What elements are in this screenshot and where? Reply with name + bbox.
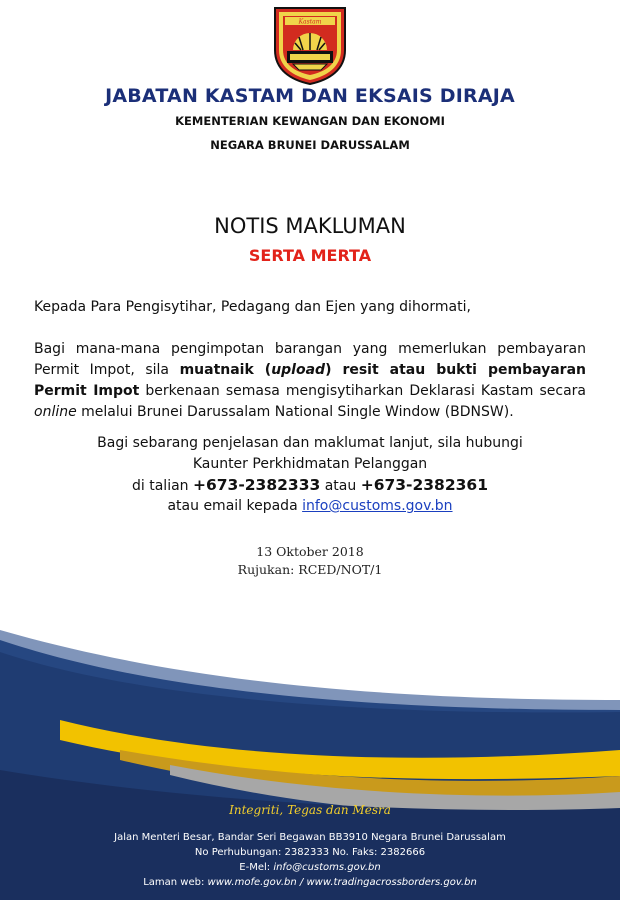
organization-name: JABATAN KASTAM DAN EKSAIS DIRAJA [105,85,515,107]
para-bold-text: ) resit atau bukti pembayaran [325,362,586,378]
footer-email-label: E-Mel: [239,862,274,873]
notice-reference: Rujukan: RCED/NOT/1 [237,562,383,577]
paragraph-line-2 [34,360,586,381]
email-prefix: atau email kepada [167,498,303,514]
footer-email-line [0,860,620,875]
paragraph-line-3 [34,381,586,402]
date-block [0,543,620,579]
phone-prefix: di talian [132,478,193,494]
footer-web[interactable]: www.mofe.gov.bn / www.tradingacrossborders.gov.bn [207,877,477,888]
footer-address: Jalan Menteri Besar, Bandar Seri Begawan BB3910 Negara Brunei Darussalam [114,832,506,843]
logo-banner-text: Kastam [298,18,322,26]
para-text: berkenaan semasa mengisytiharkan Deklarasi Kastam secara [139,383,586,399]
footer-phone: No Perhubungan: 2382333 No. Faks: 2382666 [194,847,426,858]
notice-date: 13 Oktober 2018 [256,544,364,559]
notice-title: NOTIS MAKLUMAN [214,214,406,238]
paragraph-line-1 [34,339,586,360]
email-link[interactable]: info@customs.gov.bn [302,498,453,514]
contact-line-2: Kaunter Perkhidmatan Pelanggan [192,456,428,472]
footer-email[interactable]: info@customs.gov.bn [273,862,381,873]
phone-number-2: +673-2382361 [360,476,488,494]
para-bold-text: Permit Impot [34,383,140,399]
footer-contact [0,830,620,890]
customs-emblem-logo [271,4,349,86]
greeting: Kepada Para Pengisytihar, Pedagang dan Ejen yang dihormati, [34,299,471,315]
contact-phone-line [0,475,620,496]
ministry-name: KEMENTERIAN KEWANGAN DAN EKONOMI [175,114,445,128]
para-text: Bagi mana-mana pengimpotan barangan yang memerlukan pembayaran [34,341,586,357]
para-bold-italic-text: upload [271,362,326,378]
footer-web-line [0,875,620,890]
para-text: melalui Brunei Darussalam National Single Window (BDNSW). [76,404,514,420]
paragraph-line-4 [34,402,586,423]
footer-web-label: Laman web: [143,877,208,888]
notice-subtitle: SERTA MERTA [248,246,372,265]
para-italic-text: online [34,404,77,420]
para-bold-text: muatnaik ( [179,362,272,378]
notice-paragraph [34,339,586,423]
motto: Integriti, Tegas dan Mesra [229,803,391,817]
country-name: NEGARA BRUNEI DARUSSALAM [210,138,410,152]
phone-number-1: +673-2382333 [193,476,321,494]
phone-connector: atau [320,478,361,494]
contact-line-1: Bagi sebarang penjelasan dan maklumat lanjut, sila hubungi [97,435,523,451]
contact-email-line [0,496,620,517]
contact-block [0,433,620,517]
para-text: Permit Impot, sila [34,362,180,378]
